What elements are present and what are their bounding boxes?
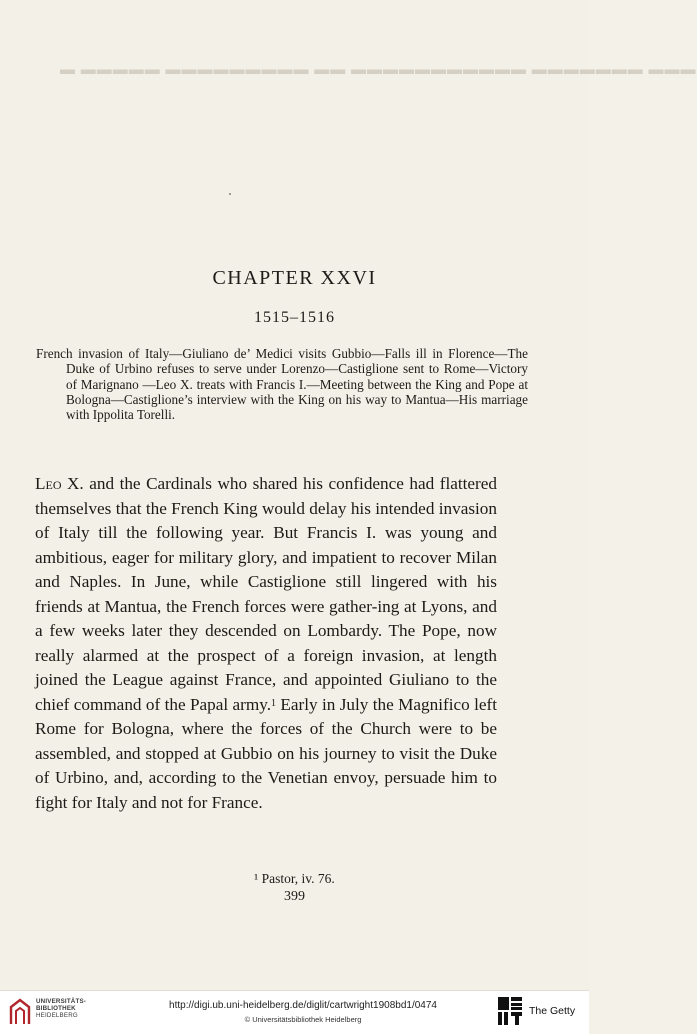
chapter-years: 1515–1516 bbox=[254, 309, 335, 326]
copyright-notice: © Universitätsbibliothek Heidelberg bbox=[244, 1015, 362, 1024]
getty-logo-icon[interactable] bbox=[497, 996, 523, 1026]
heidelberg-library-logo-icon[interactable] bbox=[8, 998, 32, 1026]
body-paragraph bbox=[35, 472, 497, 815]
footnote-reference: 1 bbox=[271, 697, 276, 709]
chapter-summary: French invasion of Italy—Giuliano de’ Medici visits Gubbio—Falls ill in Florence—The Duke of Urbino refuses to serve under Lorenzo—Castiglione sent to Rome—Victory of Marignano —Leo X. treats with Francis I.—Meeting between the King and Pope at Bologna—Castiglione’s interview with the King on his way to Mantua—His marriage with Ippolita Torelli. bbox=[36, 346, 528, 423]
library-name-line-2: BIBLIOTHEK bbox=[36, 1004, 76, 1012]
library-name-line-1: UNIVERSITÄTS- bbox=[36, 998, 87, 1005]
body-text-part-2: Early in July the Magnifico left Rome for Bologna, where the forces of the Church were to be assembled, and stopped at Gubbio on his journey to visit the Duke of Urbino, and, according to the Venetian envoy, persuade him to fight for Italy and not for France. bbox=[35, 694, 497, 812]
library-name-line-3: HEIDELBERG bbox=[36, 1011, 78, 1019]
library-name bbox=[36, 999, 86, 1020]
opening-small-caps: Leo bbox=[35, 474, 62, 493]
permalink-url[interactable]: http://digi.ub.uni-heidelberg.de/diglit/cartwright1908bd1/0474 bbox=[169, 1000, 437, 1011]
body-text-part-1: X. and the Cardinals who shared his confidence had flattered themselves that the French King would delay his intended invasion of Italy till the following year. But Francis I. was young and ambitious, eager for military glory, and impatient to recover Milan and Naples. In June, while Castiglione still lingered with his friends at Mantua, the French forces were gather-ing at Lyons, and a few weeks later they descended on Lombardy. The Pope, now really alarmed at the prospect of a foreign invasion, at length joined the League against France, and appointed Giuliano to the chief command of the Papal army. bbox=[35, 474, 497, 714]
footnote: ¹ Pastor, iv. 76. bbox=[254, 871, 335, 886]
getty-label: The Getty bbox=[529, 1005, 576, 1017]
viewer-footer-bar bbox=[0, 990, 589, 1034]
page-number: 399 bbox=[284, 889, 305, 904]
chapter-heading: CHAPTER XXVI bbox=[212, 267, 377, 289]
bleed-through-texture: ▬ ▬▬▬▬▬ ▬▬▬▬▬▬▬▬▬ ▬▬ ▬▬▬▬▬▬▬▬▬▬▬ ▬▬▬▬▬▬▬ ▬▬▬ bbox=[60, 62, 697, 78]
paper-speck bbox=[229, 193, 231, 195]
